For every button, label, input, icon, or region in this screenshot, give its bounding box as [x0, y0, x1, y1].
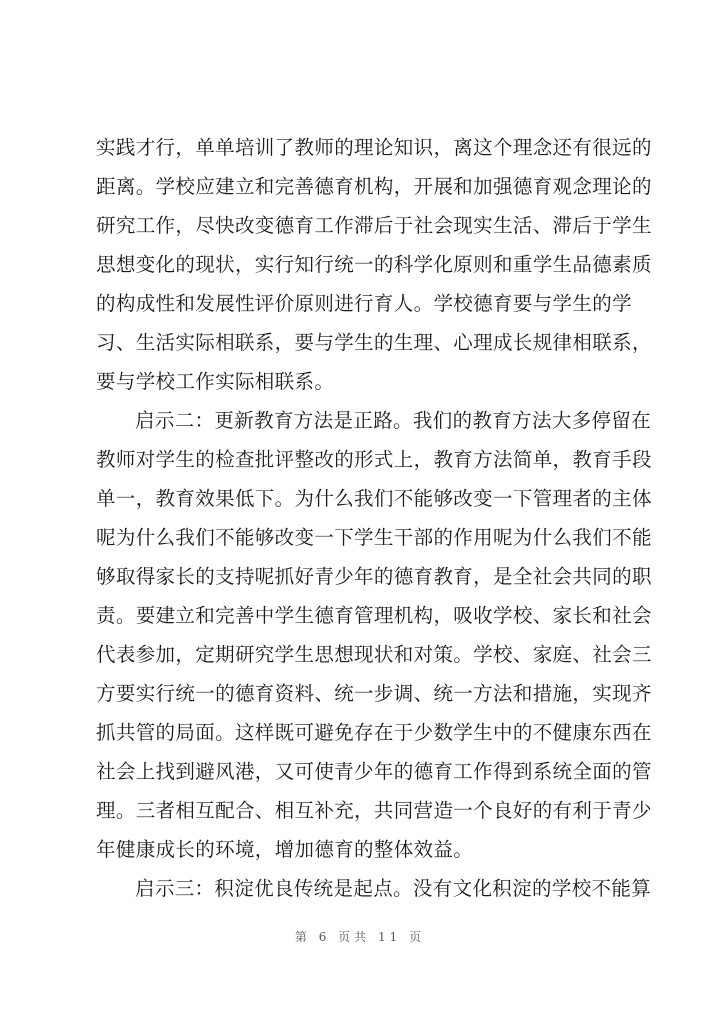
text-line-17: 社会上找到避风港，又可使青少年的德育工作得到系统全面的管: [96, 760, 652, 783]
text-line-4: 思想变化的现状，实行知行统一的科学化原则和重学生品德素质: [96, 253, 652, 276]
text-line-19: 年健康成长的环境，增加德育的整体效益。: [96, 838, 474, 861]
body-text: [96, 128, 652, 908]
paragraph-start-revelation-two: 启示二：更新教育方法是正路。我们的教育方法大多停留在: [135, 409, 652, 432]
paragraph-start-revelation-three: 启示三：积淀优良传统是起点。没有文化积淀的学校不能算: [135, 877, 652, 900]
text-line-7: 要与学校工作实际相联系。: [96, 370, 335, 393]
text-line-10: 单一，教育效果低下。为什么我们不能够改变一下管理者的主体: [96, 487, 652, 510]
text-line-14: 代表参加，定期研究学生思想现状和对策。学校、家庭、社会三: [96, 643, 652, 666]
text-line-6: 习、生活实际相联系，要与学生的生理、心理成长规律相联系，: [96, 331, 652, 354]
text-line-9: 教师对学生的检查批评整改的形式上，教育方法简单，教育手段: [96, 448, 652, 471]
text-line-18: 理。三者相互配合、相互补充，共同营造一个良好的有利于青少: [96, 799, 652, 822]
text-line-1: 实践才行，单单培训了教师的理论知识，离这个理念还有很远的: [96, 136, 652, 159]
text-line-3: 研究工作，尽快改变德育工作滞后于社会现实生活、滞后于学生: [96, 214, 652, 237]
text-line-15: 方要实行统一的德育资料、统一步调、统一方法和措施，实现齐: [96, 682, 652, 705]
page-footer: 第 6 页共 11 页: [294, 930, 426, 944]
text-line-12: 够取得家长的支持呢抓好青少年的德育教育，是全社会共同的职: [96, 565, 652, 588]
text-line-16: 抓共管的局面。这样既可避免存在于少数学生中的不健康东西在: [96, 721, 652, 744]
text-line-5: 的构成性和发展性评价原则进行育人。学校德育要与学生的学: [96, 292, 632, 315]
text-line-2: 距离。学校应建立和完善德育机构，开展和加强德育观念理论的: [96, 175, 652, 198]
text-line-11: 呢为什么我们不能够改变一下学生干部的作用呢为什么我们不能: [96, 526, 652, 549]
text-line-13: 责。要建立和完善中学生德育管理机构，吸收学校、家长和社会: [96, 604, 652, 627]
